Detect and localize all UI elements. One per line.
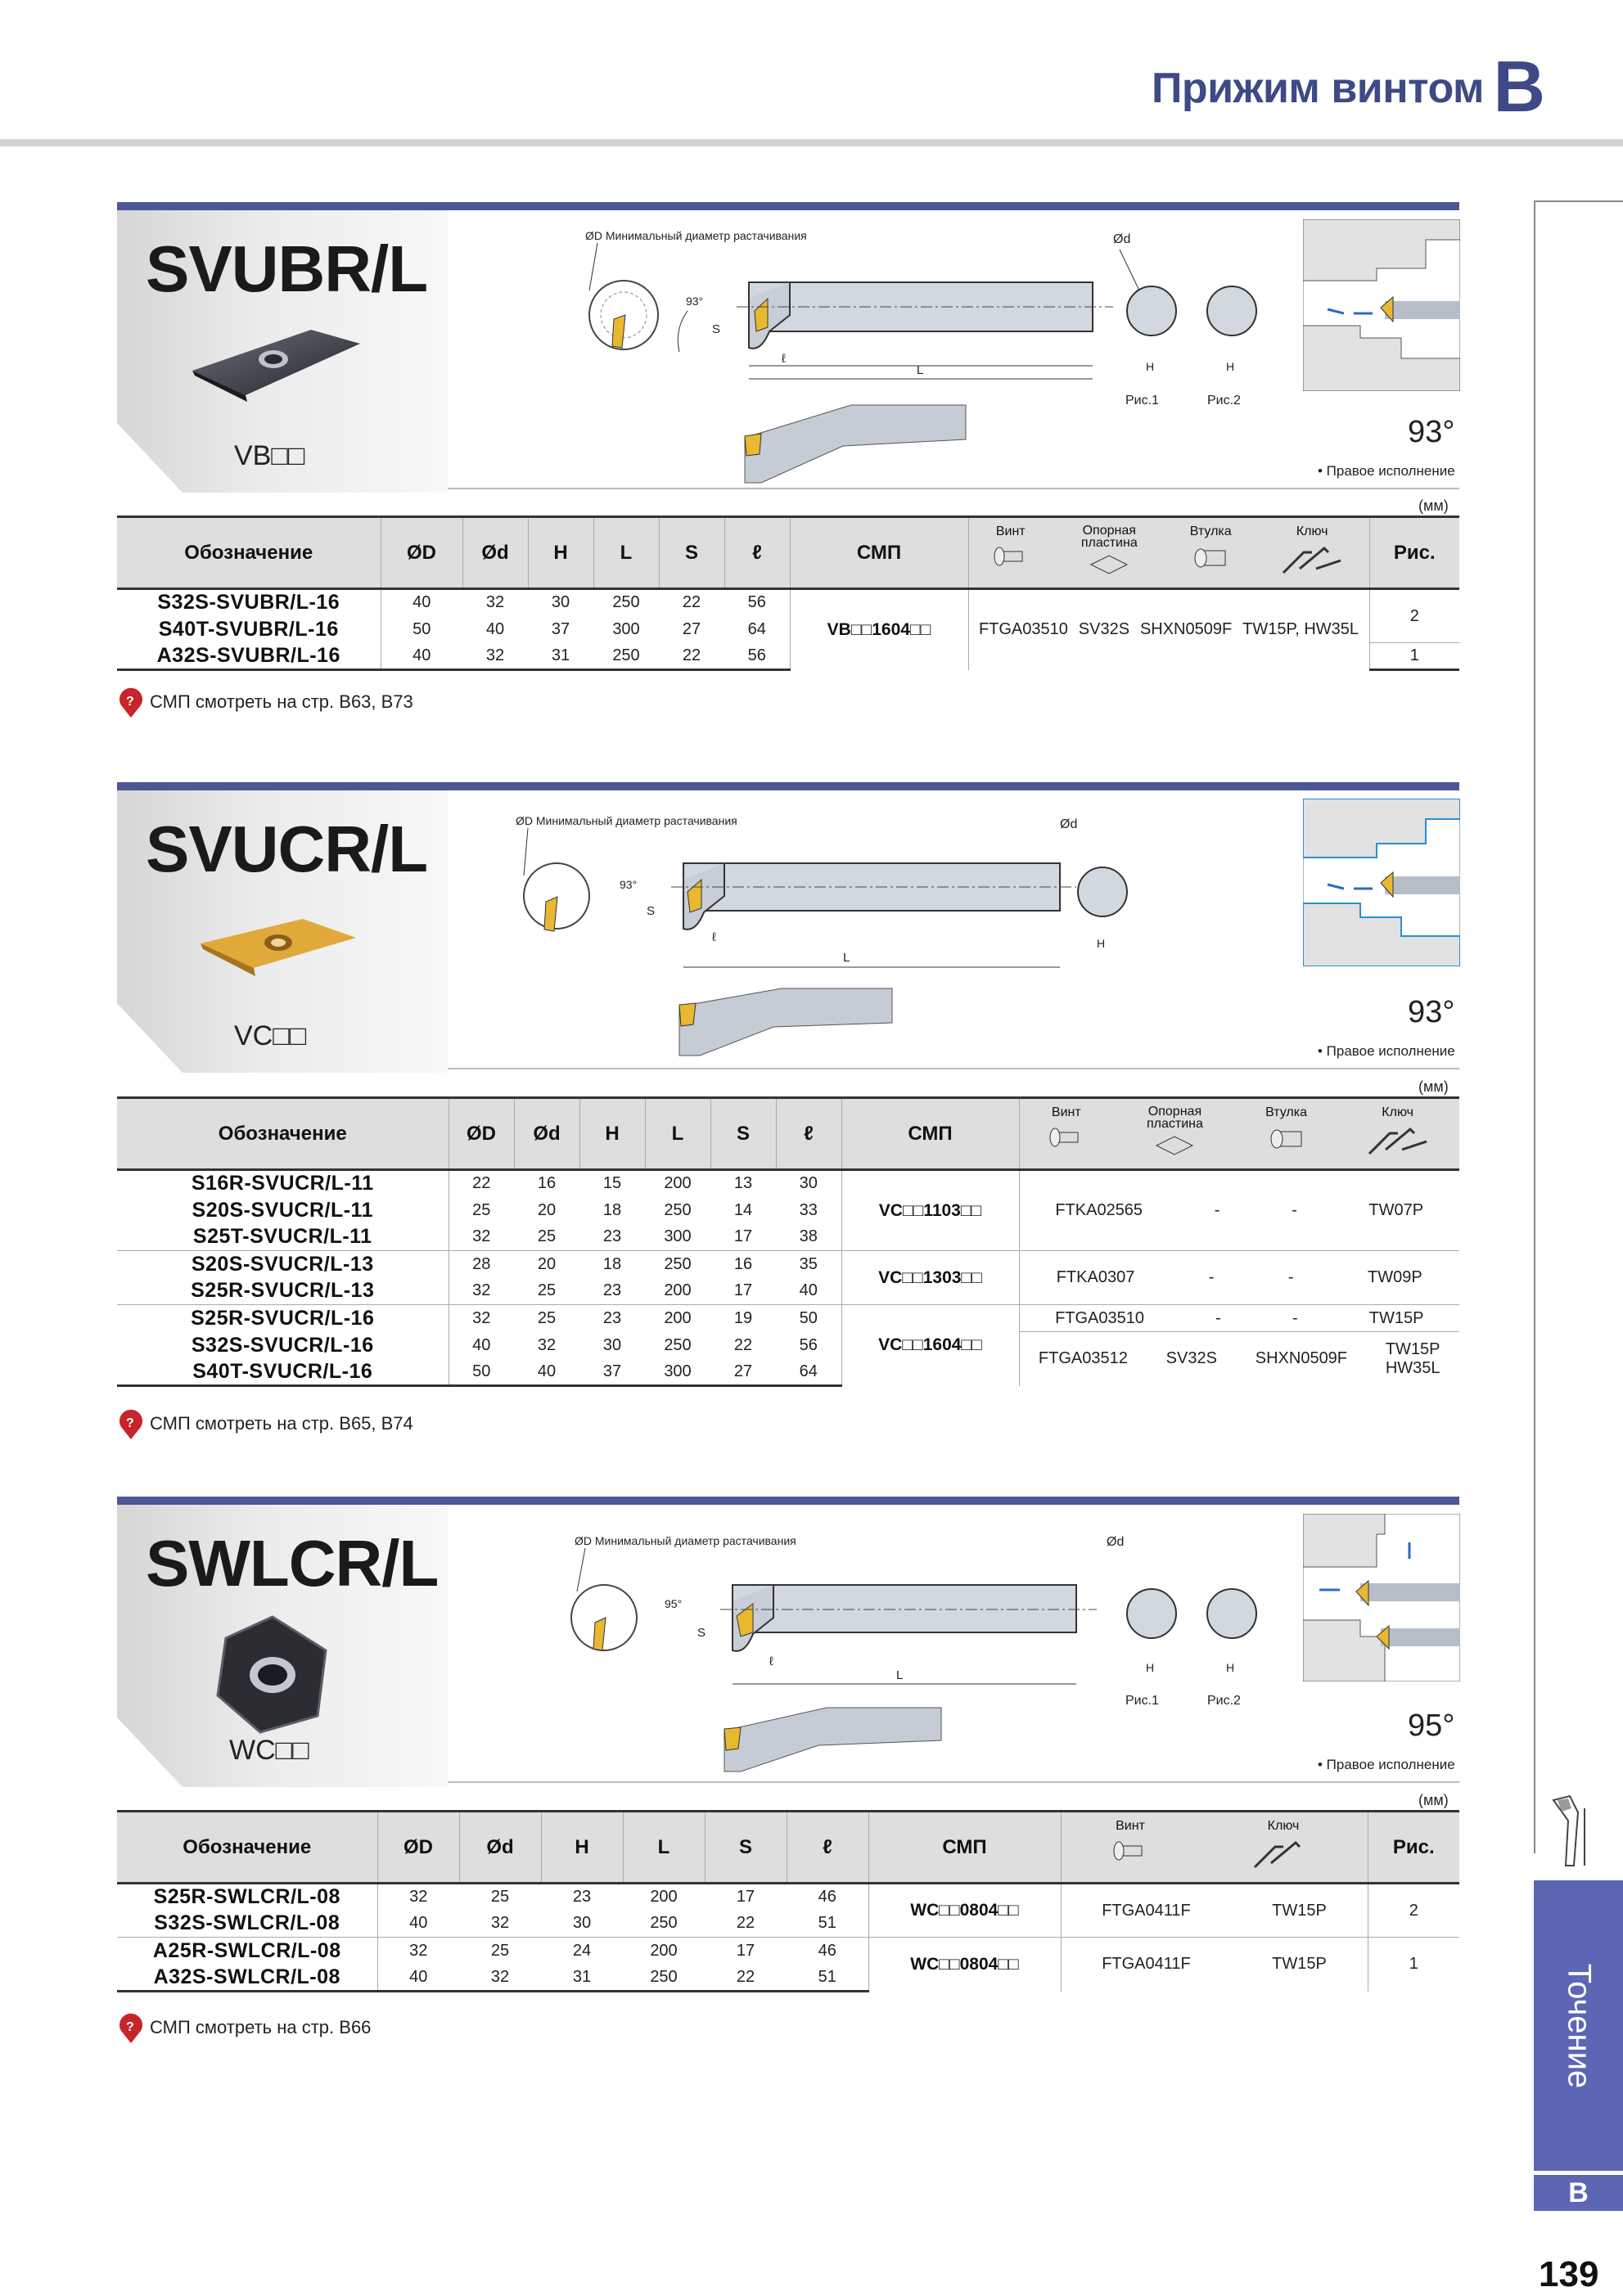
section1-accessories: FTGA03510 SV32S SHXN0509F TW15P, HW35L <box>968 589 1369 670</box>
table-row: A25R-SWLCR/L-08 <box>117 1938 377 1965</box>
page-number: 139 <box>1539 2254 1599 2294</box>
table-row: S32S-SVUBR/L-16 <box>157 591 340 615</box>
svg-text:H: H <box>1146 1661 1155 1674</box>
svg-text:Рис.2: Рис.2 <box>1207 1694 1241 1708</box>
sleeve-icon <box>1269 1125 1305 1151</box>
section1-angle-small: 93° <box>686 295 704 308</box>
table-row: S40T-SVUBR/L-16 <box>158 617 339 641</box>
svg-text:Ød: Ød <box>1060 817 1078 831</box>
section-tab[interactable] <box>1534 1880 1623 2171</box>
seat-icon <box>1154 1135 1195 1156</box>
svg-text:L: L <box>843 951 850 965</box>
section2-topline <box>117 782 1459 790</box>
sleeve-icon <box>1192 544 1229 570</box>
table-row: S25R-SVUCR/L-13 <box>191 1279 375 1303</box>
section3-drawing <box>557 1526 1277 1780</box>
table-row: S16R-SVUCR/L-11 <box>191 1172 374 1195</box>
key-icon <box>1279 544 1345 577</box>
min-diam-label: ØD Минимальный диаметр растачивания <box>585 229 807 242</box>
section3-topline <box>117 1497 1459 1505</box>
section2-bore-diagram <box>1303 799 1460 966</box>
table-row: S20S-SVUCR/L-13 <box>117 1251 449 1278</box>
table-row: S25R-SWLCR/L-08 <box>153 1885 340 1909</box>
table-row: S40T-SVUCR/L-16 <box>117 1359 449 1386</box>
section1-unit: (мм) <box>1418 497 1449 514</box>
section-tab-label: Точение <box>1561 1963 1597 2088</box>
table-row: S32S-SWLCR/L-08 <box>154 1911 340 1935</box>
table-row: S25T-SVUCR/L-11 <box>192 1225 372 1249</box>
svg-text:ØD Минимальный диаметр растачи: ØD Минимальный диаметр растачивания <box>516 814 737 827</box>
section3-insert-label: WC□□ <box>229 1735 309 1766</box>
section1-code: SVUBR/L <box>146 232 428 305</box>
svg-text:H: H <box>1097 937 1106 950</box>
svg-text:Ød: Ød <box>1113 232 1131 246</box>
svg-text:?: ? <box>126 695 134 709</box>
table-row: A32S-SWLCR/L-08 <box>117 1965 377 1992</box>
section1-bore-diagram <box>1303 219 1460 391</box>
section1-note[interactable]: ? СМП смотреть на стр. B63, B73 <box>117 687 413 718</box>
svg-text:Ød: Ød <box>1107 1535 1125 1549</box>
svg-text:H: H <box>1226 1661 1235 1674</box>
section3-note[interactable]: ? СМП смотреть на стр. B66 <box>117 2013 371 2044</box>
info-marker-icon <box>117 2013 145 2044</box>
svg-text:?: ? <box>126 1416 134 1430</box>
svg-text:L: L <box>917 363 924 377</box>
section1-insert-label: VB□□ <box>234 440 305 471</box>
insert-wc-image <box>211 1614 334 1736</box>
section3-bottom-line <box>448 1781 1459 1783</box>
table-row: S25R-SVUCR/L-16 <box>117 1305 449 1332</box>
section2-table: Обозначение ØD Ød H L S ℓ СМП Винт Опорная пластина Втулка Ключ S16R-SVUCR/L-11 22 16 15 200 13 30 VC□□1103□□ FTKA02565 - - TW07P S20S-SVUCR/L-11 25 20 18 250 14 33 S25T-SVUCR/L-11 32 25 23 300 17 38 S20S-SVUCR/L-13 28 20 18 250 16 35 VC□□1303□□ FTKA0307 - - TW09P S25R-SVUCR/L-13 32 25 23 200 17 40 S25R-SVUCR/L-16 32 25 23 200 19 50 VC□□1604□□ FTGA03510 - - TW15P S32S-SVUCR/L-16 40 32 30 250 22 56 FTGA03512 SV32S SHXN0509F TW15P HW35L S40T-SVUCR/L-16 50 40 37 300 27 64 <box>117 1096 1459 1387</box>
side-frame-top <box>1534 200 1623 202</box>
svg-text:H: H <box>1146 360 1155 373</box>
info-marker-icon <box>117 1409 145 1440</box>
table-row: S32S-SVUCR/L-16 <box>191 1333 374 1357</box>
section1-table: Обозначение ØD Ød H L S ℓ СМП Винт Опорная пластина Втулка Ключ Рис. S32S-SVUBR/L-16 40 32 30 250 22 56 VB□□1604□□ FTGA03510 SV32S SHXN0509F TW15P, HW35L 2 S40T-SVUBR/L-16 50 40 37 300 27 64 A32S-SVUBR/L-16 40 32 31 250 22 56 1 <box>117 515 1459 671</box>
section3-code: SWLCR/L <box>146 1527 439 1600</box>
screw-icon <box>1112 1839 1148 1863</box>
svg-text:Рис.2: Рис.2 <box>1207 394 1241 407</box>
svg-text:ℓ: ℓ <box>712 930 716 944</box>
seat-icon <box>1089 554 1129 575</box>
svg-text:ØD Минимальный диаметр растачи: ØD Минимальный диаметр растачивания <box>575 1534 796 1547</box>
section2-note[interactable]: ? СМП смотреть на стр. B65, B74 <box>117 1409 413 1440</box>
section1-bottom-line <box>448 488 1459 489</box>
insert-vb-image <box>188 323 364 405</box>
section1-topline <box>117 202 1459 210</box>
svg-text:S: S <box>697 1626 706 1640</box>
screw-icon <box>1048 1125 1084 1150</box>
section1-drawing <box>573 225 1310 487</box>
svg-text:H: H <box>1226 360 1235 373</box>
section2-angle: 93° <box>1408 995 1455 1029</box>
section2-drawing <box>512 810 1134 1064</box>
turning-tool-icon <box>1545 1792 1611 1870</box>
svg-text:Рис.1: Рис.1 <box>1125 394 1159 407</box>
section2-code: SVUCR/L <box>146 813 428 885</box>
svg-text:ℓ: ℓ <box>769 1654 773 1668</box>
screw-icon <box>993 544 1029 569</box>
side-frame-line <box>1534 200 1535 1853</box>
info-marker-icon <box>117 687 145 718</box>
accessories-header: Винт Опорная пластина Втулка Ключ <box>968 517 1369 589</box>
header-divider <box>0 139 1623 146</box>
insert-vc-image <box>196 915 360 980</box>
section-tab-letter: B <box>1534 2175 1623 2211</box>
svg-text:S: S <box>647 904 656 918</box>
key-icon <box>1251 1839 1316 1871</box>
svg-text:93°: 93° <box>620 878 638 891</box>
section1-angle: 93° <box>1408 415 1455 449</box>
svg-text:S: S <box>712 322 721 336</box>
section3-table: Обозначение ØD Ød H L S ℓ СМП Винт Ключ Рис. S25R-SWLCR/L-08 32 25 23 200 17 46 WC□□0804□□ FTGA0411F TW15P 2 S32S-SWLCR/L-08 40 32 30 250 22 51 A25R-SWLCR/L-08 32 25 24 200 17 46 WC□□0804□□ FTGA0411F TW15P 1 A32S-SWLCR/L-08 40 32 31 250 22 51 <box>117 1810 1459 1992</box>
section2-insert-label: VC□□ <box>234 1020 307 1051</box>
page-header-letter: B <box>1493 46 1545 127</box>
svg-text:ℓ: ℓ <box>782 352 786 366</box>
table-row: A32S-SVUBR/L-16 <box>117 643 381 670</box>
key-icon <box>1365 1125 1431 1158</box>
svg-text:L: L <box>896 1668 904 1682</box>
table-row: S20S-SVUCR/L-11 <box>192 1198 373 1222</box>
section3-bore-diagram <box>1303 1514 1460 1681</box>
section3-angle: 95° <box>1408 1708 1455 1743</box>
page-header-title: Прижим винтом <box>1151 65 1484 112</box>
svg-text:95°: 95° <box>665 1597 683 1610</box>
section1-right-exec: • Правое исполнение <box>1318 463 1455 479</box>
svg-text:Рис.1: Рис.1 <box>1125 1694 1159 1708</box>
svg-text:?: ? <box>126 2020 134 2034</box>
col-designation: Обозначение <box>117 517 381 589</box>
section2-bottom-line <box>448 1068 1459 1069</box>
